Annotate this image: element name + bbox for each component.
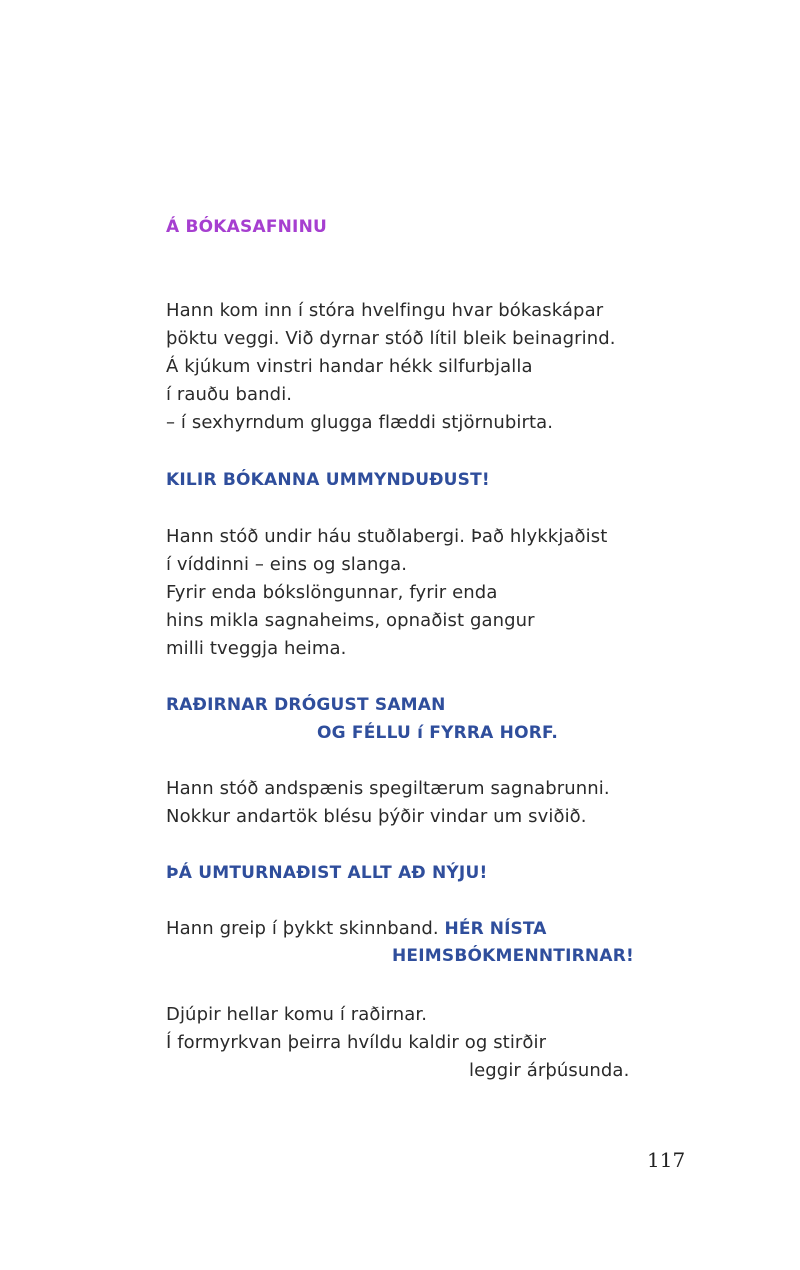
shout-heading-3: ÞÁ UMTURNAÐIST ALLT AÐ NÝJU! — [166, 863, 488, 883]
verse-line: Djúpir hellar komu í raðirnar. — [166, 1004, 428, 1025]
verse-line: hins mikla sagnaheims, opnaðist gangur — [166, 610, 535, 631]
shout-continuation: HEIMSBÓKMENNTIRNAR! — [392, 946, 634, 966]
verse-line: milli tveggja heima. — [166, 638, 347, 659]
stanza-5-indented — [469, 1057, 629, 1085]
shout-heading-2-line2: OG FÉLLU í FYRRA HORF. — [317, 723, 558, 743]
verse-line: þöktu veggi. Við dyrnar stóð lítil bleik beinagrind. — [166, 328, 616, 349]
verse-line: Í formyrkvan þeirra hvíldu kaldir og stirðir — [166, 1032, 547, 1053]
verse-line: leggir árþúsunda. — [469, 1060, 630, 1081]
verse-text: Hann greip í þykkt skinnband. — [166, 918, 445, 939]
verse-line: Hann stóð andspænis spegiltærum sagnabrunni. — [166, 778, 610, 799]
stanza-5 — [166, 1001, 546, 1057]
stanza-1 — [166, 297, 616, 437]
verse-line: í víddinni – eins og slanga. — [166, 554, 408, 575]
page-number: 117 — [647, 1148, 686, 1172]
inline-shout: HÉR NÍSTA — [444, 919, 547, 939]
verse-line — [166, 915, 547, 943]
shout-heading-1: KILIR BÓKANNA UMMYNDUÐUST! — [166, 470, 490, 490]
verse-line: Fyrir enda bókslöngunnar, fyrir enda — [166, 582, 498, 603]
stanza-4 — [166, 915, 547, 943]
verse-line: Hann kom inn í stóra hvelfingu hvar bókaskápar — [166, 300, 604, 321]
verse-line: Hann stóð undir háu stuðlabergi. Það hlykkjaðist — [166, 526, 608, 547]
verse-line: Nokkur andartök blésu þýðir vindar um sviðið. — [166, 806, 587, 827]
stanza-3 — [166, 775, 610, 831]
stanza-2 — [166, 523, 607, 663]
verse-line: – í sexhyrndum glugga flæddi stjörnubirta. — [166, 412, 554, 433]
verse-line: í rauðu bandi. — [166, 384, 293, 405]
verse-line: Á kjúkum vinstri handar hékk silfurbjalla — [166, 356, 533, 377]
poem-title: Á BÓKASAFNINU — [166, 217, 328, 237]
shout-heading-2-line1: RAÐIRNAR DRÓGUST SAMAN — [166, 695, 446, 715]
